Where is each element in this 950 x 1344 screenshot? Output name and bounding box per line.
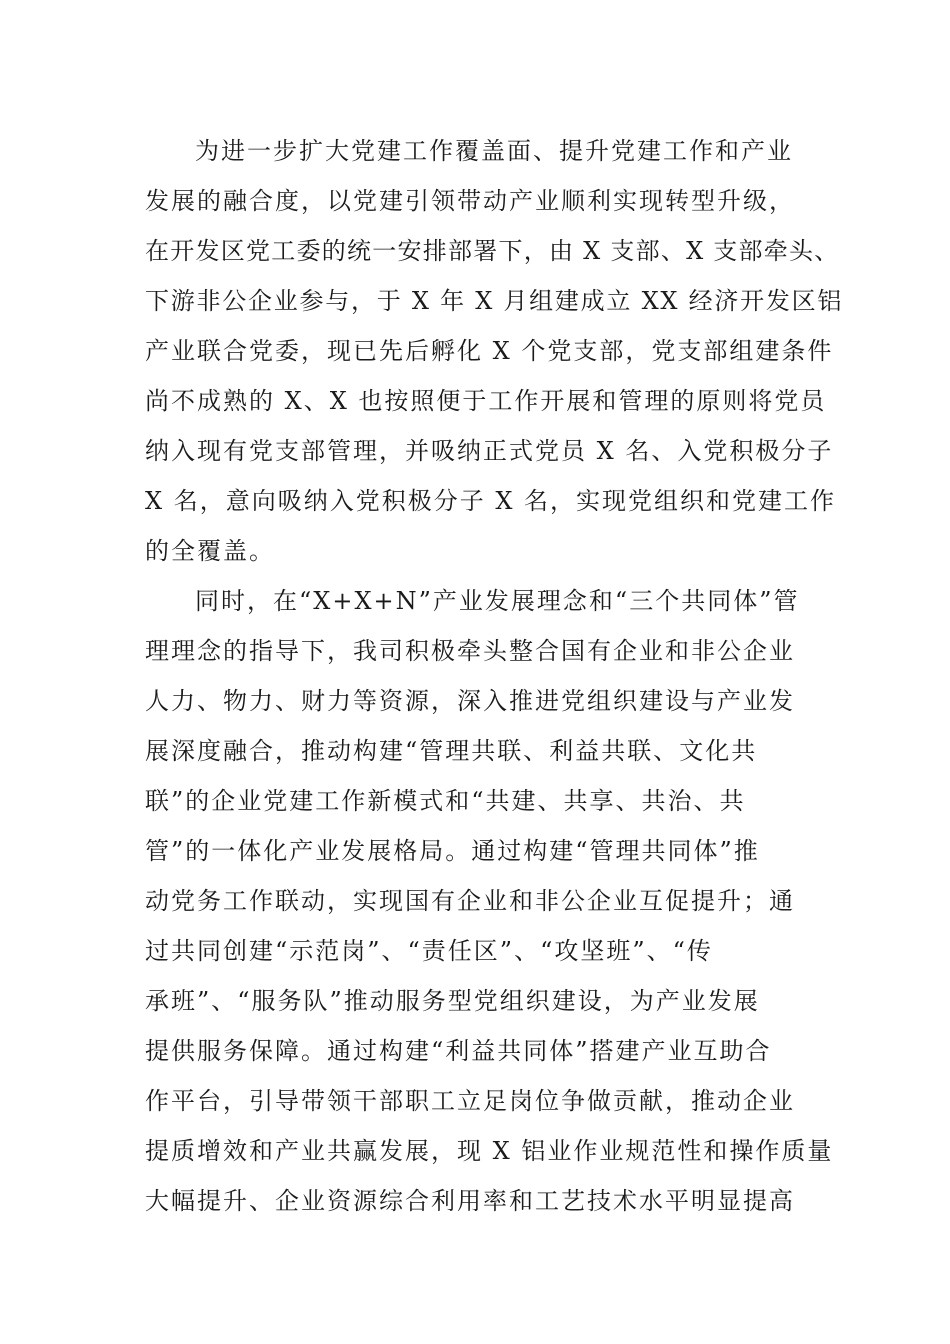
text-line: 提质增效和产业共赢发展，现 X 铝业作业规范性和操作质量 (145, 1137, 834, 1165)
document-body (145, 126, 844, 1226)
text-line: 纳入现有党支部管理，并吸纳正式党员 X 名、入党积极分子 (145, 437, 834, 465)
paragraph-2 (145, 576, 834, 1226)
text-line: 的全覆盖。 (145, 537, 275, 565)
text-line: 理理念的指导下，我司积极牵头整合国有企业和非公企业 (145, 637, 795, 665)
text-line: 产业联合党委，现已先后孵化 X 个党支部，党支部组建条件 (145, 337, 834, 365)
paragraph-1 (145, 126, 844, 576)
text-line: X 名，意向吸纳入党积极分子 X 名，实现党组织和党建工作 (145, 487, 837, 515)
text-line: 过共同创建“示范岗”、“责任区”、“攻坚班”、“传 (145, 937, 713, 965)
text-line: 同时，在“X+X+N”产业发展理念和“三个共同体”管 (195, 587, 800, 615)
text-line: 为进一步扩大党建工作覆盖面、提升党建工作和产业 (195, 137, 793, 165)
text-line: 尚不成熟的 X、X 也按照便于工作开展和管理的原则将党员 (145, 387, 827, 415)
text-line: 在开发区党工委的统一安排部署下，由 X 支部、X 支部牵头、 (145, 237, 840, 265)
text-line: 承班”、“服务队”推动服务型党组织建设，为产业发展 (145, 987, 760, 1015)
text-line: 发展的融合度，以党建引领带动产业顺利实现转型升级， (145, 187, 795, 215)
text-line: 大幅提升、企业资源综合利用率和工艺技术水平明显提高 (145, 1187, 795, 1215)
text-line: 提供服务保障。通过构建“利益共同体”搭建产业互助合 (145, 1037, 772, 1065)
text-line: 联”的企业党建工作新模式和“共建、共享、共治、共 (145, 787, 746, 815)
text-line: 下游非公企业参与，于 X 年 X 月组建成立 XX 经济开发区铝 (145, 287, 844, 315)
text-line: 管”的一体化产业发展格局。通过构建“管理共同体”推 (145, 837, 760, 865)
text-line: 动党务工作联动，实现国有企业和非公企业互促提升；通 (145, 887, 795, 915)
text-line: 展深度融合，推动构建“管理共联、利益共联、文化共 (145, 737, 758, 765)
text-line: 作平台，引导带领干部职工立足岗位争做贡献，推动企业 (145, 1087, 795, 1115)
text-line: 人力、物力、财力等资源，深入推进党组织建设与产业发 (145, 687, 795, 715)
